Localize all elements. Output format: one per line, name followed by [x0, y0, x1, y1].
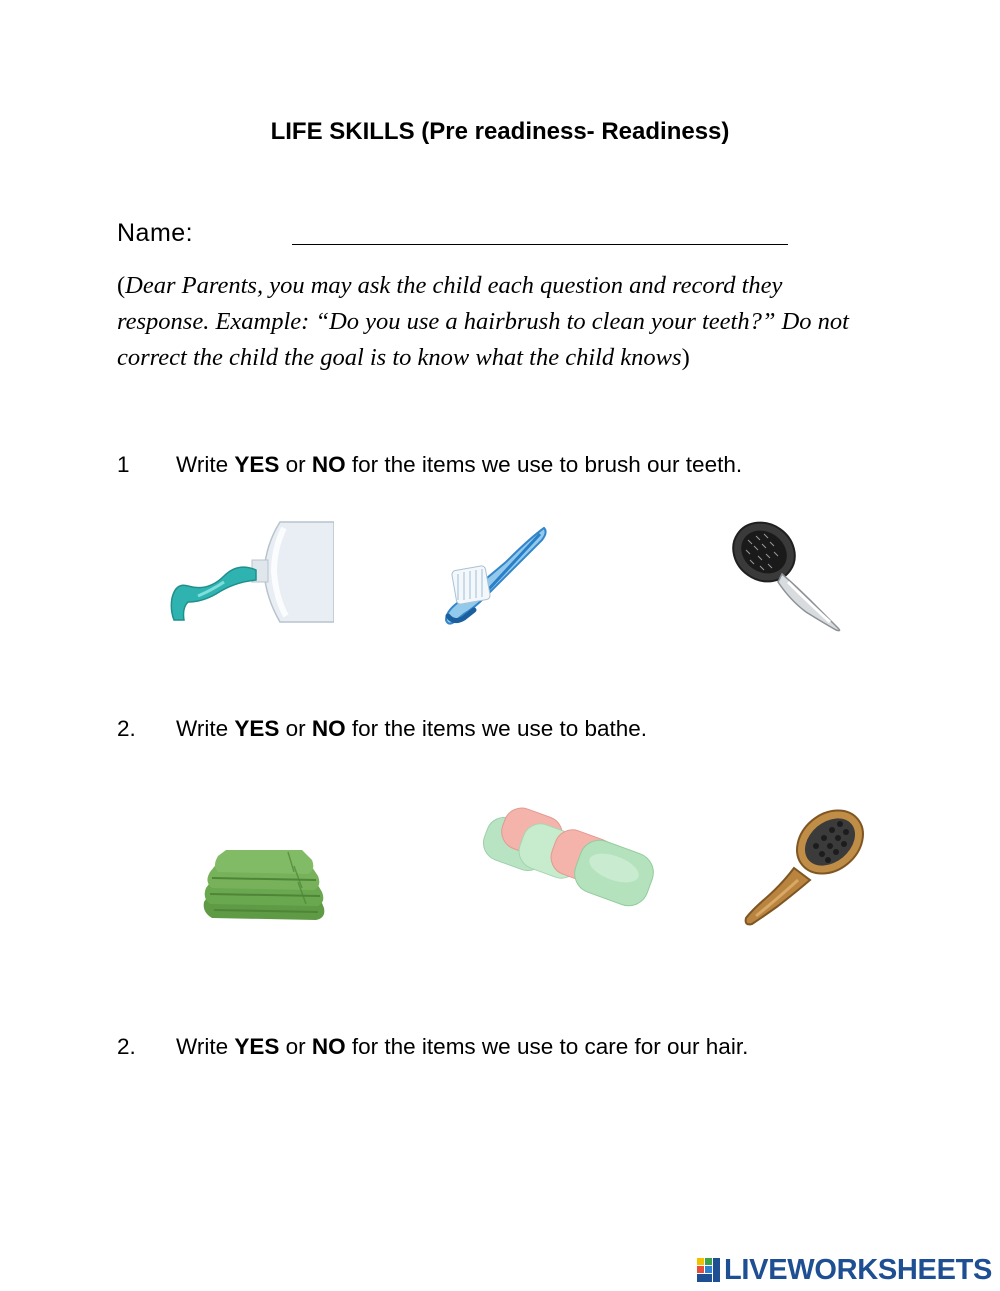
- question-text: Write YES or NO for the items we use to bathe.: [176, 716, 648, 741]
- name-label: Name:: [117, 219, 194, 247]
- question-3: [117, 1034, 748, 1060]
- question-2: [117, 716, 647, 742]
- yes-word: YES: [234, 452, 280, 477]
- parent-instructions: [117, 268, 877, 376]
- soap-bars-icon: [480, 804, 658, 922]
- hairbrush-icon: [726, 516, 844, 634]
- no-word: NO: [311, 1034, 346, 1059]
- worksheet-title: LIFE SKILLS (Pre readiness- Readiness): [270, 118, 730, 145]
- wooden-brush-icon: [742, 802, 872, 928]
- name-answer-line[interactable]: [292, 244, 788, 245]
- instructions-text: Dear Parents, you may ask the child each question and record they response. Example: “Do you use a hairbrush to clean your teeth?” Do not correct the child the goal is to know what the child knows: [117, 272, 849, 371]
- yes-word: YES: [234, 716, 280, 741]
- toothbrush-icon: [444, 526, 550, 630]
- instructions-open-paren: (: [117, 272, 126, 299]
- question-1: [117, 452, 742, 478]
- toothpaste-icon: [168, 518, 334, 624]
- question-number: 1: [117, 452, 130, 477]
- logo-text: LIVEWORKSHEETS: [724, 1253, 993, 1286]
- question-number: 2.: [117, 716, 136, 741]
- liveworksheets-logo[interactable]: [697, 1253, 992, 1287]
- question-number: 2.: [117, 1034, 136, 1059]
- no-word: NO: [311, 716, 346, 741]
- logo-mark-icon: [697, 1256, 721, 1284]
- question-text: Write YES or NO for the items we use to brush our teeth.: [176, 452, 743, 477]
- yes-word: YES: [234, 1034, 280, 1059]
- no-word: NO: [311, 452, 346, 477]
- question-text: Write YES or NO for the items we use to care for our hair.: [176, 1034, 749, 1059]
- instructions-close-paren: ): [681, 344, 690, 371]
- towels-icon: [198, 848, 328, 922]
